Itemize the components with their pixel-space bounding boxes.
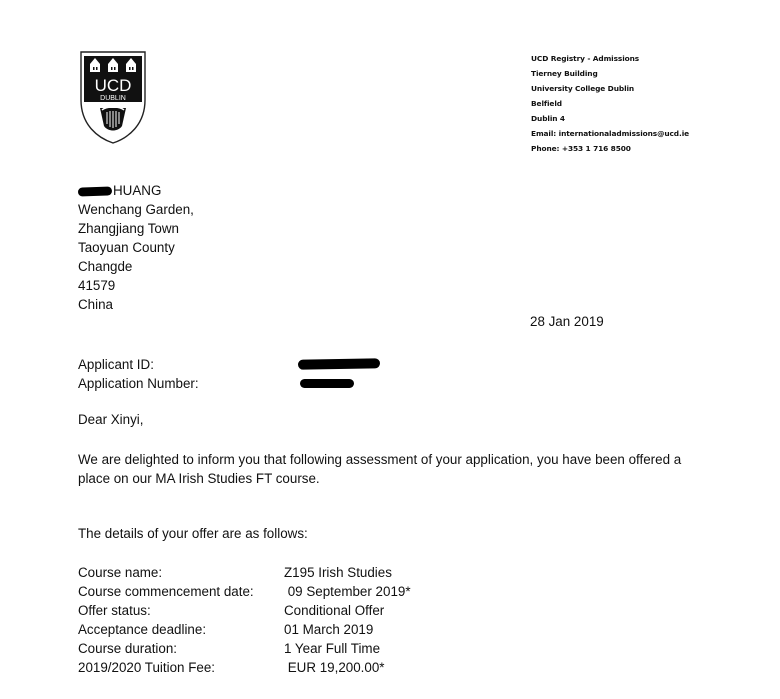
address-line: Changde [78, 259, 133, 274]
detail-label: Acceptance deadline: [78, 622, 207, 637]
address-line: China [78, 297, 113, 312]
redaction-mark [298, 358, 380, 369]
detail-row [78, 620, 411, 639]
address-line: 41579 [78, 278, 116, 293]
application-number-label: Application Number: [78, 376, 199, 391]
detail-row [78, 601, 411, 620]
application-ids [78, 355, 199, 393]
applicant-id-label: Applicant ID: [78, 357, 154, 372]
detail-label: Course commencement date: [78, 584, 254, 599]
details-heading: The details of your offer are as follows: [78, 526, 308, 541]
detail-value: 1 Year Full Time [284, 641, 381, 656]
detail-value: EUR 19,200.00* [284, 660, 385, 675]
detail-row [78, 639, 411, 658]
address-line: Zhangjiang Town [78, 221, 179, 236]
detail-label: 2019/2020 Tuition Fee: [78, 660, 215, 675]
greeting: Dear Xinyi, [78, 412, 144, 427]
detail-label: Offer status: [78, 603, 151, 618]
redaction-mark [78, 186, 112, 196]
registry-line: Dublin 4 [531, 114, 565, 123]
address-line: Taoyuan County [78, 240, 175, 255]
application-number-row [78, 374, 199, 393]
logo-letters: UCD [94, 76, 132, 95]
recipient-name-line [78, 181, 194, 200]
registry-line: Tierney Building [531, 69, 598, 78]
registry-line: UCD Registry - Admissions [531, 54, 640, 63]
offer-details [78, 563, 411, 677]
logo-subtitle: DUBLIN [100, 95, 126, 102]
detail-row [78, 563, 411, 582]
detail-label: Course duration: [78, 641, 177, 656]
registry-email: Email: internationaladmissions@ucd.ie [531, 129, 690, 138]
applicant-id-row [78, 355, 199, 374]
intro-line: place on our MA Irish Studies FT course. [78, 471, 320, 486]
detail-row [78, 658, 411, 677]
address-line: Wenchang Garden, [78, 202, 194, 217]
detail-row [78, 582, 411, 601]
detail-value: Conditional Offer [284, 603, 385, 618]
registry-line: Belfield [531, 99, 562, 108]
registry-address [531, 51, 689, 156]
detail-value: 01 March 2019 [284, 622, 374, 637]
detail-value: Z195 Irish Studies [284, 565, 392, 580]
intro-paragraph [78, 450, 698, 488]
registry-phone: Phone: +353 1 716 8500 [531, 144, 631, 153]
redaction-mark [300, 379, 354, 388]
letter-date: 28 Jan 2019 [530, 314, 604, 329]
intro-line: We are delighted to inform you that following assessment of your application, you have been offered a [78, 452, 682, 467]
detail-value: 09 September 2019* [284, 584, 411, 599]
recipient-name: HUANG [113, 183, 162, 198]
ucd-logo [80, 50, 146, 144]
detail-label: Course name: [78, 565, 163, 580]
recipient-address [78, 181, 194, 314]
registry-line: University College Dublin [531, 84, 635, 93]
